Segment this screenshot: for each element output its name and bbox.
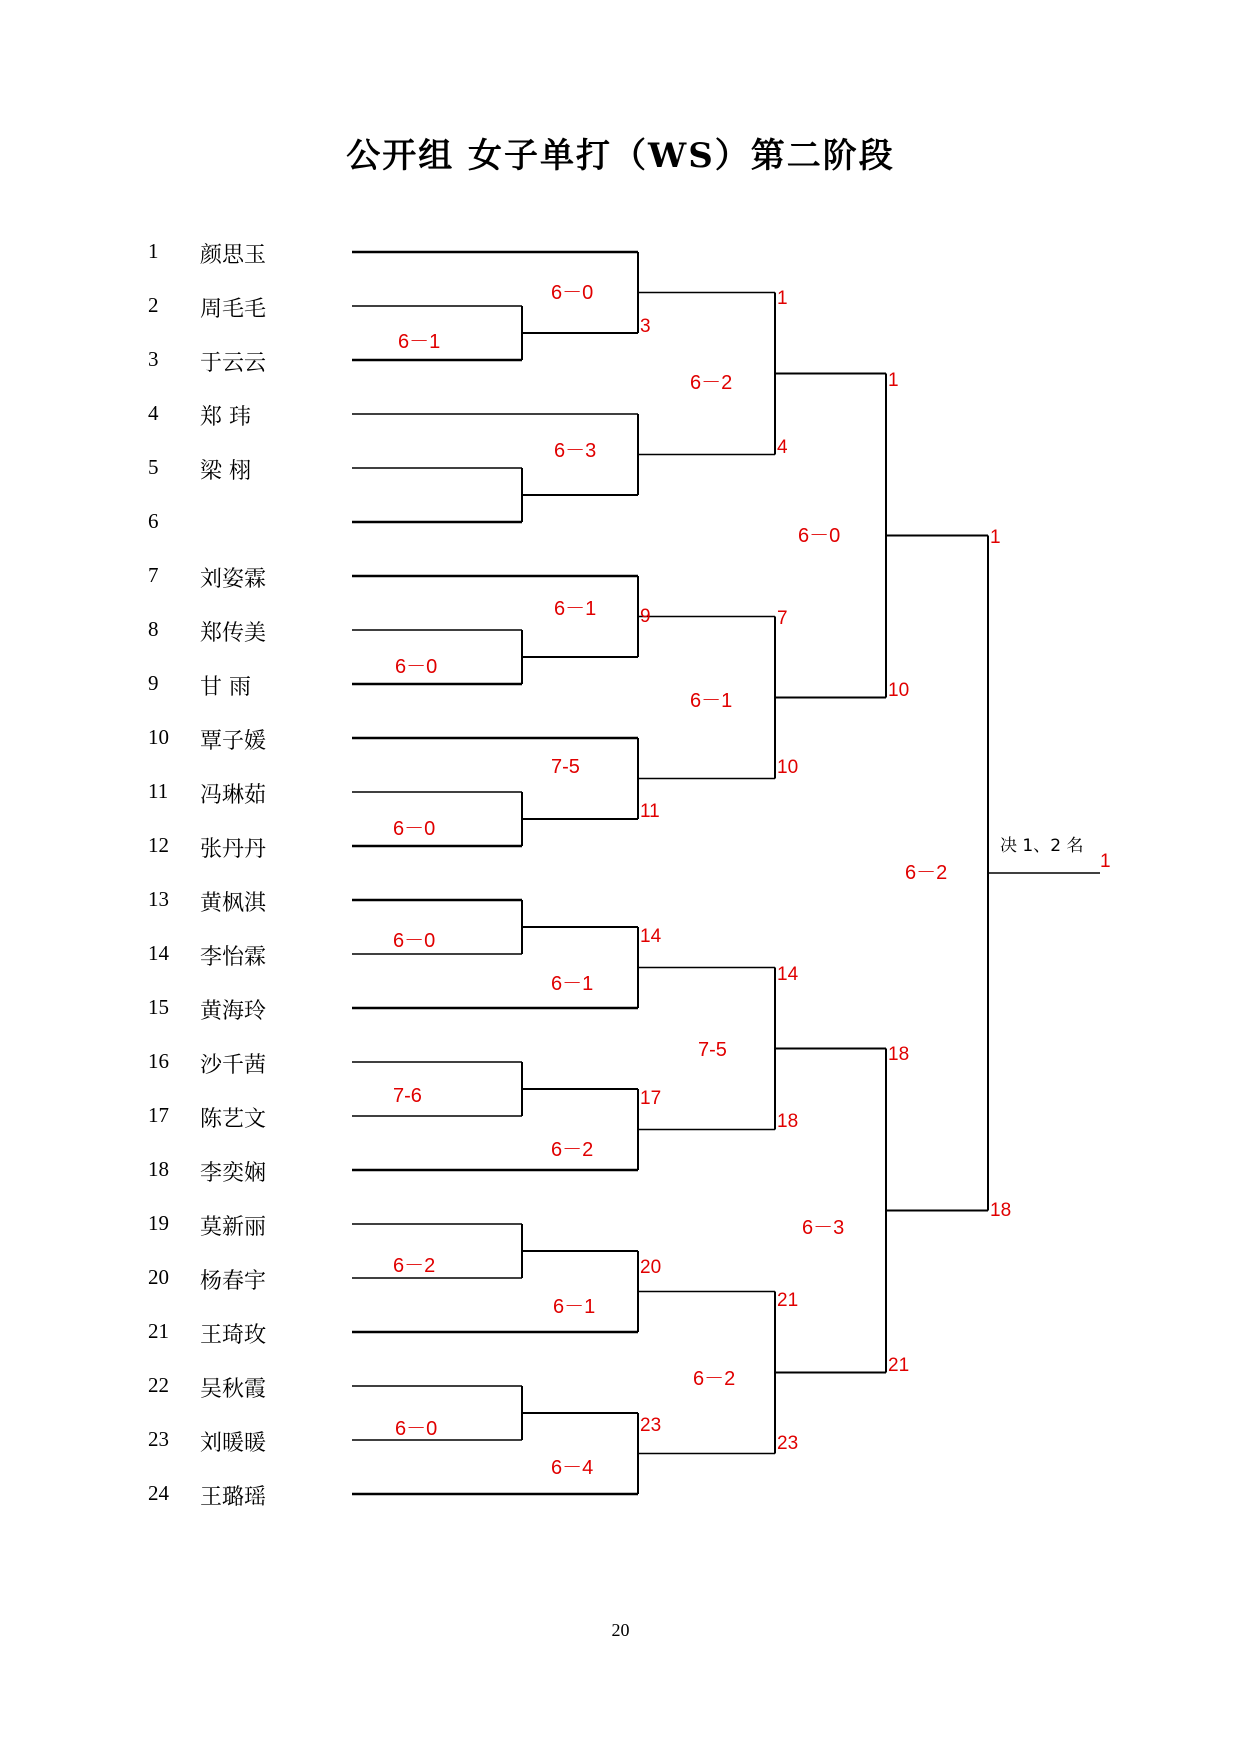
r2-score: 6－3 — [554, 440, 597, 462]
player-number: 23 — [148, 1427, 169, 1451]
player-name: 梁 栩 — [200, 459, 251, 484]
r2-score: 7-5 — [551, 756, 580, 778]
r2-winner: 14 — [777, 964, 799, 985]
player-name: 莫新丽 — [200, 1215, 267, 1240]
player-name: 王璐瑶 — [200, 1485, 267, 1510]
final-score: 6－2 — [905, 862, 948, 884]
r1-winner: 9 — [640, 606, 651, 627]
r3-score: 6－1 — [690, 690, 733, 712]
player-number: 18 — [148, 1157, 169, 1181]
player-name: 黄海玲 — [200, 999, 267, 1024]
r4-score: 6－0 — [798, 525, 841, 547]
player-number: 20 — [148, 1265, 169, 1289]
player-number: 13 — [148, 887, 169, 911]
r2-score: 6－1 — [554, 598, 597, 620]
r2-winner: 1 — [777, 288, 788, 309]
r4-winner: 18 — [990, 1200, 1012, 1221]
r4-winner: 1 — [990, 527, 1001, 548]
player-name: 王琦玫 — [200, 1323, 267, 1348]
player-number: 16 — [148, 1049, 169, 1073]
r2-score: 6－4 — [551, 1457, 594, 1479]
player-number: 10 — [148, 725, 169, 749]
r1-winner: 3 — [640, 316, 651, 337]
player-number: 1 — [148, 239, 159, 263]
player-number: 4 — [148, 401, 159, 425]
player-name: 覃子媛 — [200, 729, 267, 754]
r1-score: 7-6 — [393, 1085, 422, 1107]
player-name: 张丹丹 — [200, 837, 267, 862]
player-number: 14 — [148, 941, 169, 965]
player-name: 陈艺文 — [200, 1107, 267, 1132]
r2-winner: 7 — [777, 608, 788, 629]
player-name: 郑传美 — [200, 621, 267, 646]
player-name: 杨春宇 — [200, 1269, 267, 1294]
r1-winner: 20 — [640, 1257, 662, 1278]
r2-winner: 21 — [777, 1290, 799, 1311]
player-name: 甘 雨 — [200, 675, 251, 700]
player-name: 郑 玮 — [200, 405, 251, 430]
final-label: 决 1、2 名 — [1000, 836, 1084, 856]
player-name: 冯琳茹 — [200, 783, 267, 808]
player-name: 于云云 — [200, 351, 267, 376]
r3-winner: 21 — [888, 1355, 910, 1376]
player-number: 6 — [148, 509, 159, 533]
player-number: 24 — [148, 1481, 169, 1505]
player-number: 2 — [148, 293, 159, 317]
player-name: 颜思玉 — [200, 243, 267, 268]
player-name: 沙千茜 — [200, 1053, 267, 1078]
player-name: 刘暖暖 — [200, 1431, 267, 1456]
player-name: 李奕娴 — [200, 1161, 267, 1186]
r2-score: 6－1 — [553, 1296, 596, 1318]
r2-winner: 23 — [777, 1433, 799, 1454]
player-name: 吴秋霞 — [200, 1377, 267, 1402]
page-title: 公开组 女子单打（WS）第二阶段 — [346, 136, 895, 176]
r1-score: 6－2 — [393, 1255, 436, 1277]
player-number: 17 — [148, 1103, 169, 1127]
r2-winner: 10 — [777, 757, 799, 778]
r2-score: 6－1 — [551, 973, 594, 995]
r3-score: 7-5 — [698, 1039, 727, 1061]
player-number: 5 — [148, 455, 159, 479]
r1-score: 6－0 — [395, 656, 438, 678]
r4-score: 6－3 — [802, 1217, 845, 1239]
r1-winner: 11 — [640, 801, 660, 822]
r3-score: 6－2 — [690, 372, 733, 394]
r3-winner: 18 — [888, 1044, 910, 1065]
r1-winner: 23 — [640, 1415, 662, 1436]
player-number: 11 — [148, 779, 169, 803]
player-number: 8 — [148, 617, 159, 641]
r3-winner: 10 — [888, 680, 910, 701]
player-name: 黄枫淇 — [200, 891, 267, 916]
r2-winner: 4 — [777, 437, 788, 458]
r1-score: 6－1 — [398, 331, 441, 353]
r3-winner: 1 — [888, 370, 899, 391]
r1-winner: 14 — [640, 926, 662, 947]
player-name: 李怡霖 — [200, 945, 267, 970]
player-number: 21 — [148, 1319, 169, 1343]
player-name: 周毛毛 — [200, 297, 267, 322]
r1-winner: 17 — [640, 1088, 662, 1109]
player-name: 刘姿霖 — [200, 567, 267, 592]
player-number: 15 — [148, 995, 169, 1019]
champion: 1 — [1100, 851, 1111, 872]
r2-winner: 18 — [777, 1111, 799, 1132]
player-number: 9 — [148, 671, 159, 695]
r2-score: 6－0 — [551, 282, 594, 304]
r1-score: 6－0 — [393, 818, 436, 840]
r3-score: 6－2 — [693, 1368, 736, 1390]
player-number: 12 — [148, 833, 169, 857]
player-number: 19 — [148, 1211, 169, 1235]
page-number: 20 — [611, 1620, 630, 1640]
r1-score: 6－0 — [395, 1418, 438, 1440]
r1-score: 6－0 — [393, 930, 436, 952]
player-number: 7 — [148, 563, 159, 587]
r2-score: 6－2 — [551, 1139, 594, 1161]
player-number: 22 — [148, 1373, 169, 1397]
player-number: 3 — [148, 347, 159, 371]
